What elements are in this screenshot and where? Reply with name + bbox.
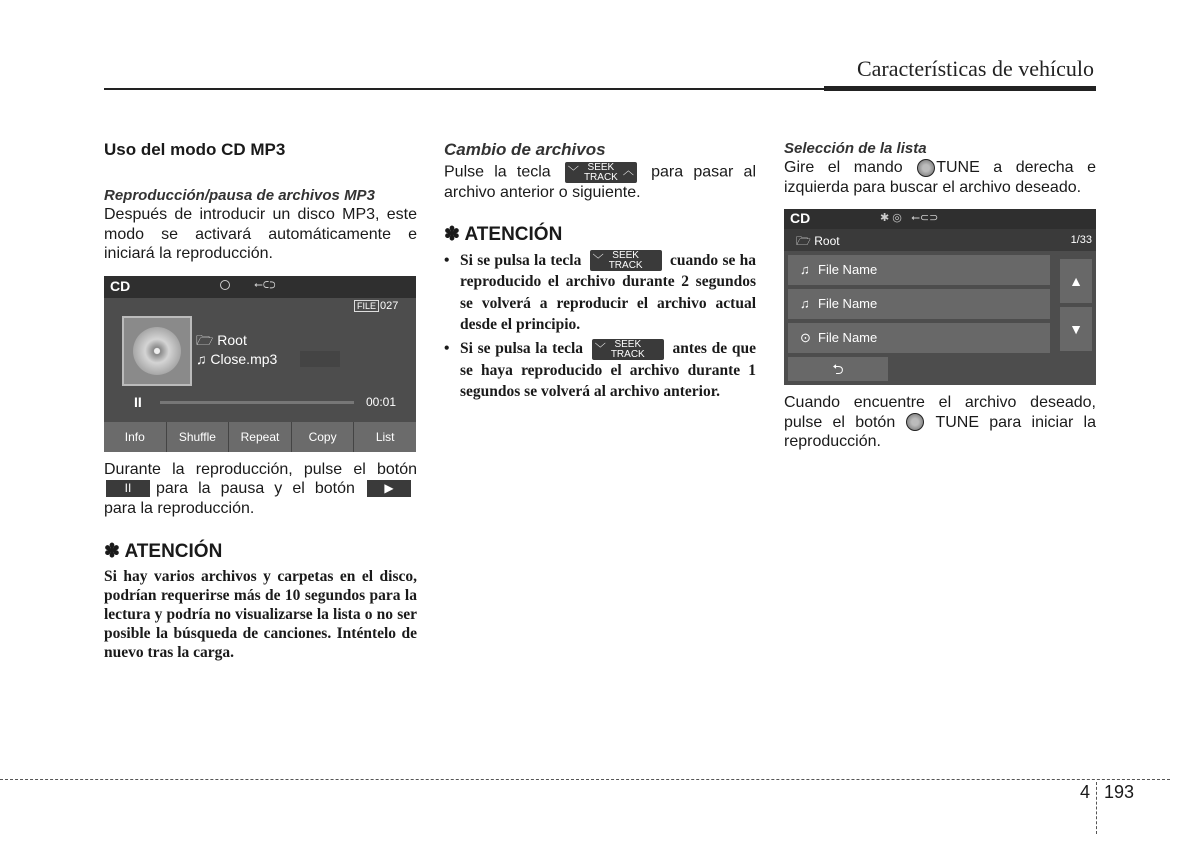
seek-track-key-icon: ﹀ SEEK TRACK <box>590 250 662 271</box>
chapter-number: 4 <box>1080 782 1091 802</box>
scroll-down-button[interactable] <box>1060 307 1092 351</box>
triangle-down-icon: ▼ <box>1069 321 1083 337</box>
play-selection-text: Cuando encuentre el archivo deseado, pulse el botón TUNE para iniciar la reproducción. <box>784 394 1097 450</box>
music-note-icon: ♫ <box>800 262 810 277</box>
folder-label: 🗁 Root <box>196 331 247 348</box>
subsection-title: Cambio de archivos <box>444 140 606 159</box>
attention-title: ✽ ATENCIÓN <box>104 541 223 562</box>
page-header-title: Características de vehículo <box>856 56 1094 81</box>
pause-key-icon: II <box>106 480 150 497</box>
folder-icon: 🗁 <box>196 331 214 348</box>
status-bar <box>784 209 1096 229</box>
page-number: 193 <box>1104 782 1135 802</box>
list-item[interactable]: ♫ File Name <box>788 289 1050 319</box>
column-file-change <box>444 140 756 405</box>
album-art <box>122 316 192 386</box>
cd-player-screen <box>104 276 416 452</box>
music-note-icon: ♫ <box>196 350 207 367</box>
header-rule-accent <box>824 86 1096 91</box>
song-highlight <box>300 351 340 367</box>
attention-title: ✽ ATENCIÓN <box>444 223 563 245</box>
scroll-up-button[interactable] <box>1060 259 1092 303</box>
file-list-screen <box>784 209 1096 385</box>
list-item: • Si se pulsa la tecla ﹀ SEEK TRACK antes de que se haya reproducido el archivo durante 1 segundos se volverá al archivo anterior. <box>444 338 756 401</box>
bluetooth-icon: ✱ <box>880 212 890 224</box>
list-button[interactable]: List <box>354 422 416 452</box>
copy-button[interactable]: Copy <box>292 422 355 452</box>
cd-disc-icon <box>133 327 181 375</box>
tune-knob-icon <box>906 413 924 431</box>
footer-divider <box>1096 782 1097 834</box>
subsection-title: Reproducción/pausa de archivos MP3 <box>104 187 375 204</box>
shuffle-button[interactable]: Shuffle <box>167 422 230 452</box>
file-counter: FILE 027 <box>354 300 398 312</box>
file-change-text: Pulse la tecla ﹀ SEEK TRACK ︿ para pasar al archivo anterior o siguiente. <box>444 162 756 201</box>
intro-text: Después de introducir un disco MP3, este modo se activará automáticamente e iniciará la reproducción. <box>104 206 417 262</box>
usb-icon: ⭠⊂⊃ <box>911 212 939 224</box>
disc-icon <box>220 280 230 290</box>
source-label: CD <box>110 277 131 294</box>
column-cd-mp3 <box>104 140 417 662</box>
usb-icon: ⭠⊂⊃ <box>254 278 276 291</box>
disc-icon: ◎ <box>892 212 902 224</box>
screen-button-row <box>104 422 416 452</box>
back-button[interactable] <box>788 357 888 381</box>
section-title: Uso del modo CD MP3 <box>104 140 286 159</box>
source-label: CD <box>790 210 811 226</box>
triangle-up-icon: ▲ <box>1069 273 1083 289</box>
repeat-button[interactable]: Repeat <box>229 422 292 452</box>
seek-track-key-icon: ﹀ SEEK TRACK <box>592 339 664 360</box>
status-icons <box>880 211 938 225</box>
list-selection-text: Gire el mando TUNE a derecha e izquierda para buscar el archivo deseado. <box>784 159 1096 196</box>
folder-label: 🗁 Root <box>796 234 840 248</box>
info-button[interactable]: Info <box>104 422 167 452</box>
attention-list <box>444 250 756 403</box>
attention-text: Si hay varios archivos y carpetas en el disco, podrían requerirse más de 10 segundos para la lectura y podría no visualizarse la lista o no ser posible la búsqueda de canciones. Inténtelo de nuevo tras la carga. <box>104 568 417 661</box>
seek-track-key-icon: ﹀ SEEK TRACK ︿ <box>565 162 637 183</box>
back-arrow-icon: ⮌ <box>832 361 844 377</box>
tune-knob-icon <box>917 159 935 177</box>
pause-icon: II <box>134 393 142 410</box>
list-item[interactable]: ⊙ File Name <box>788 323 1050 353</box>
subsection-title: Selección de la lista <box>784 140 927 157</box>
column-list-selection <box>784 140 1096 452</box>
playback-text: Durante la reproducción, pulse el botón II para la pausa y el botón ▶ para la reproducción. <box>104 460 417 517</box>
folder-icon: 🗁 <box>796 234 811 248</box>
footer-rule <box>0 779 1170 780</box>
elapsed-time: 00:01 <box>366 394 397 409</box>
list-item[interactable]: ♫ File Name <box>788 255 1050 285</box>
progress-bar <box>160 401 354 404</box>
music-note-icon: ♫ <box>800 296 810 311</box>
play-circle-icon: ⊙ <box>800 330 811 345</box>
list-item: • Si se pulsa la tecla ﹀ SEEK TRACK cuando se ha reproducido el archivo durante 2 segundos se volverá a reproducir el archivo actual desde el principio. <box>444 250 757 334</box>
file-count: 1/33 <box>1070 234 1092 246</box>
song-label: ♫ Close.mp3 <box>196 350 278 367</box>
play-key-icon: ▶ <box>367 480 411 497</box>
